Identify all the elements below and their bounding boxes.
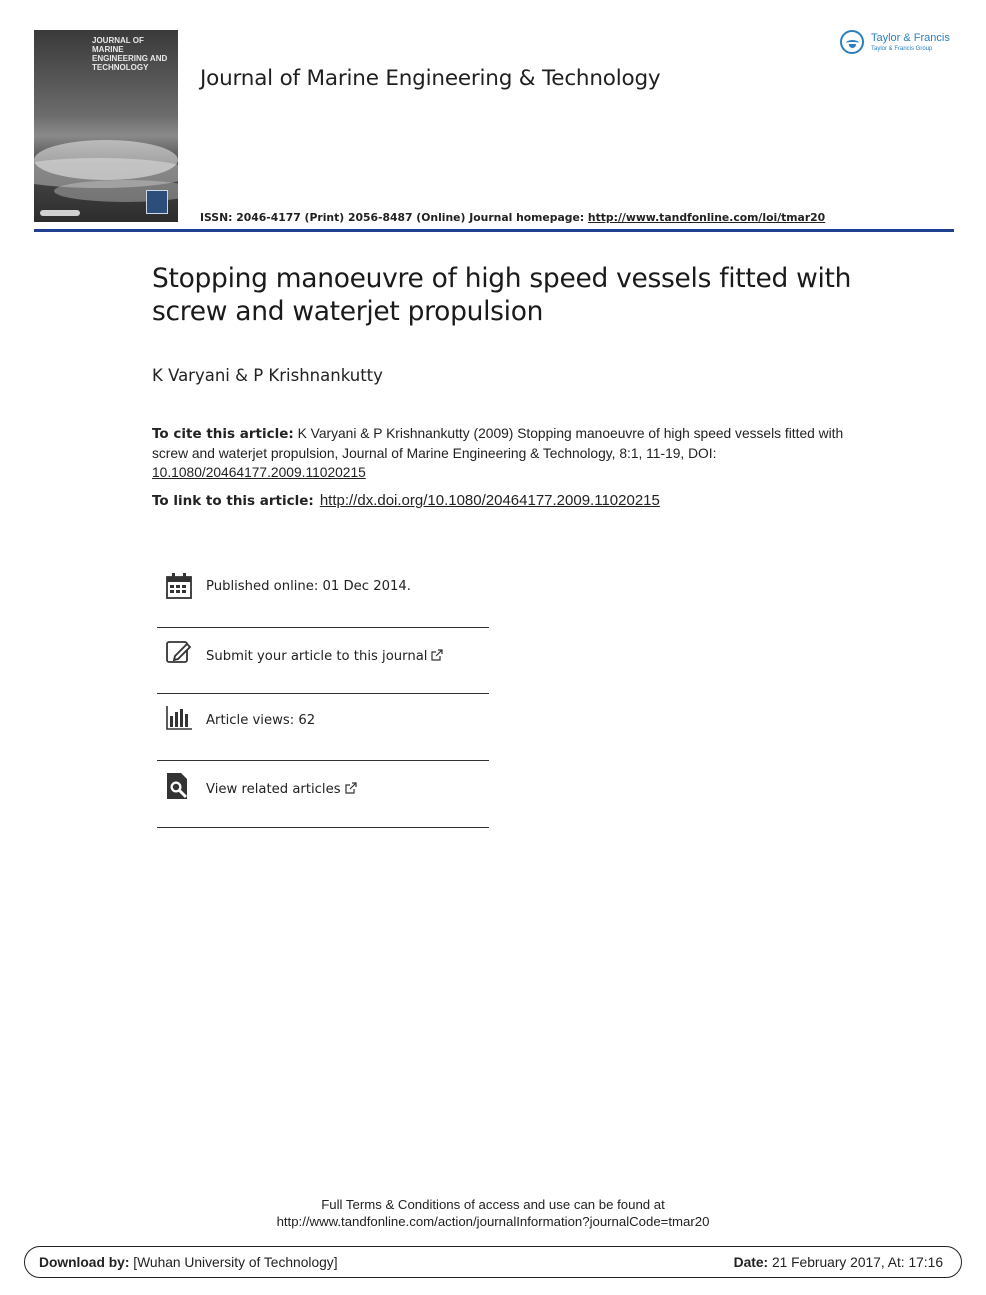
external-link-icon [431,649,443,661]
taylor-francis-lamp-icon [840,30,864,54]
date-label: Date: [733,1255,769,1270]
terms-notice [0,1196,986,1230]
article-views: Article views: 62 [206,713,316,728]
article-authors[interactable]: K Varyani & P Krishnankutty [152,366,383,385]
link-label: To link to this article: [152,493,314,509]
download-institution: [Wuhan University of Technology] [129,1255,338,1270]
info-divider [157,760,489,761]
publisher-name: Taylor & Francis [871,32,950,44]
cover-title: JOURNAL OF MARINE ENGINEERING AND TECHNOLOGY [92,36,168,72]
info-divider [157,693,489,694]
edit-pencil-icon [165,638,193,666]
download-by [39,1255,338,1270]
cover-badge [146,190,168,214]
header-divider [34,229,954,232]
bar-chart-icon [165,704,193,732]
published-row [157,572,489,612]
journal-homepage-link[interactable]: http://www.tandfonline.com/loi/tmar20 [587,211,826,224]
views-row [157,704,489,744]
cite-text: K Varyani & P Krishnankutty (2009) Stopping manoeuvre of high speed vessels fitted with screw and waterjet propulsion, Journal of Marine Engineering & Technology, 8:1, 11-19, DOI: [152,426,844,461]
related-label: View related articles [206,782,341,797]
calendar-icon [165,572,193,600]
submit-label: Submit your article to this journal [206,649,428,664]
external-link-icon [345,782,357,794]
submit-row[interactable] [157,638,489,678]
terms-line: Full Terms & Conditions of access and use can be found at [321,1197,665,1212]
date-value: 21 February 2017, At: 17:16 [768,1255,943,1270]
article-link-line [152,492,660,509]
related-row[interactable] [157,770,489,810]
taylor-francis-logo [840,30,958,58]
terms-url[interactable]: http://www.tandfonline.com/action/journalInformation?journalCode=tmar20 [276,1214,710,1229]
article-doi-url[interactable]: http://dx.doi.org/10.1080/20464177.2009.11020215 [319,492,660,509]
cite-label: To cite this article: [152,426,294,442]
journal-cover-image [34,30,178,222]
download-info-bar [24,1246,962,1278]
citation-block [152,424,852,482]
search-document-icon [165,772,193,800]
issn-line [200,211,825,224]
article-title: Stopping manoeuvre of high speed vessels fitted with screw and waterjet propulsion [152,263,852,327]
view-related-link[interactable] [206,782,357,797]
cover-publisher-mark [40,210,80,216]
download-date [734,1255,943,1270]
publisher-group: Taylor & Francis Group [871,46,933,52]
download-label: Download by: [39,1255,130,1270]
published-date: Published online: 01 Dec 2014. [206,579,411,594]
issn-text: ISSN: 2046-4177 (Print) 2056-8487 (Online) Journal homepage: [200,211,588,224]
submit-article-link[interactable] [206,649,443,664]
journal-title[interactable]: Journal of Marine Engineering & Technology [200,66,661,91]
doi-link[interactable]: 10.1080/20464177.2009.11020215 [152,465,366,480]
info-divider [157,627,489,628]
info-divider [157,827,489,828]
